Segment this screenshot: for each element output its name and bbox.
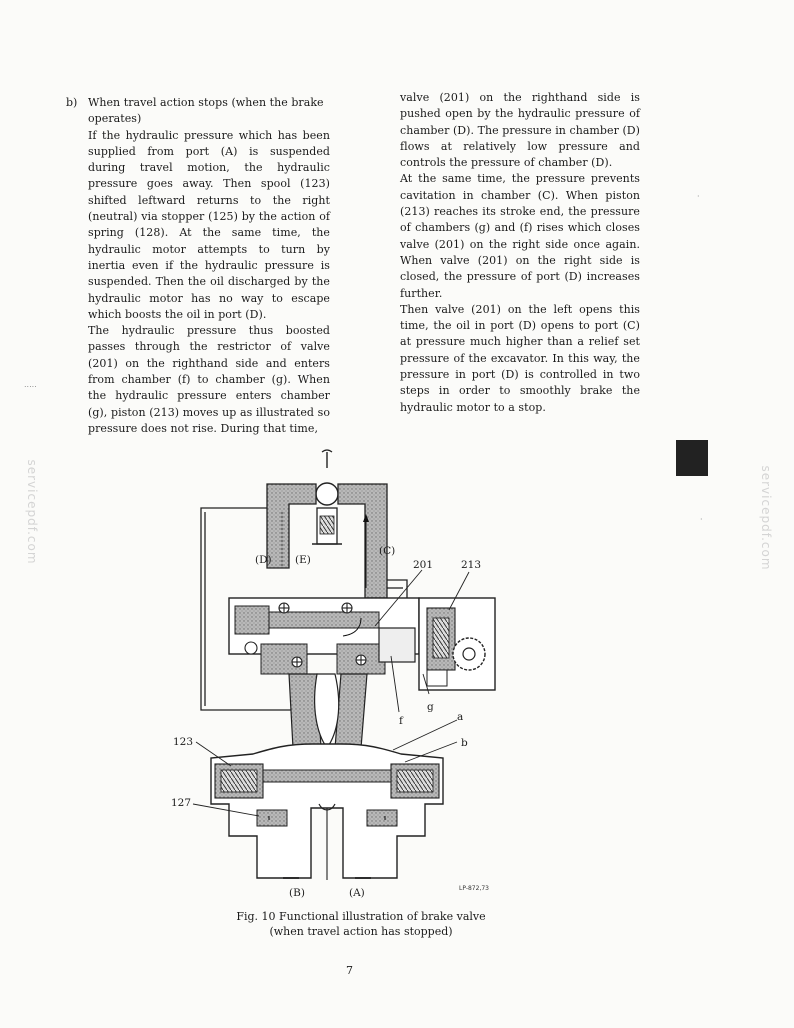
label-127: 127 xyxy=(171,797,192,809)
watermark-right: servicepdf.com xyxy=(759,465,773,571)
label-port-b: (B) xyxy=(289,887,305,899)
right-text-column xyxy=(400,90,640,416)
paragraph: If the hydraulic pressure which has been supplied from port (A) is suspended during travel motion, the hydraulic pressure goes away. Then spool (123) shifted leftward returns to the right (neutral) via stopper (125) by the action of spring (128). At the same time, the hydraulic motor attempts to turn by inertia even if the hydraulic pressure is suspended. Then the oil discharged by the hydraulic motor has no way to escape which boosts the oil in port (D). xyxy=(88,128,330,321)
label-b: b xyxy=(461,737,468,749)
label-port-d: (D) xyxy=(255,554,272,566)
label-port-e: (E) xyxy=(295,554,311,566)
paragraph: Then valve (201) on the left opens this time, the oil in port (D) opens to port (C) at pressure much higher than a relief set pressure of the excavator. In this way, the pressure in port (D) is controlled in two steps in order to smoothly brake the hydraulic motor to a stop. xyxy=(400,302,640,414)
scan-speck: · xyxy=(700,515,703,524)
paragraph: The hydraulic pressure thus boosted passes through the restrictor of valve (201) on the righthand side and enters from chamber (f) to chamber (g). When the hydraulic pressure enters chamber (g), piston (213) moves up as illustrated so pressure does not rise. During that time, xyxy=(88,324,330,435)
paragraph: valve (201) on the righthand side is pushed open by the hydraulic pressure of chamber (D). The pressure in chamber (D) flows at relatively low pressure and controls the pressure of chamber (D). xyxy=(400,91,640,170)
label-chamber-g: g xyxy=(427,701,434,713)
label-piston-213: 213 xyxy=(461,559,482,571)
figure-reference-code: LP-872,73 xyxy=(459,885,489,892)
label-port-c: (C) xyxy=(379,545,396,557)
piston-213-assembly xyxy=(419,598,495,690)
label-chamber-f: f xyxy=(399,715,403,727)
label-port-a: (A) xyxy=(349,887,365,899)
label-valve-201: 201 xyxy=(413,559,434,571)
scan-speck: ..... xyxy=(24,380,37,389)
left-text-column xyxy=(88,95,330,437)
paragraph: At the same time, the pressure prevents cavitation in chamber (C). When piston (213) reaches its stroke end, the pressure of chambers (g) and (f) rises which closes valve (201) on the right side once again. When valve (201) on the right side is closed, the pressure of port (D) increases further. xyxy=(400,172,640,300)
label-spool-123: 123 xyxy=(173,736,194,748)
scan-speck: · xyxy=(697,192,700,201)
caption-line-2: (when travel action has stopped) xyxy=(269,925,453,938)
section-marker: b) xyxy=(66,96,78,109)
figure-caption xyxy=(216,909,506,939)
valve-body xyxy=(229,598,419,674)
page-edge-tab xyxy=(676,440,708,476)
page-number: 7 xyxy=(346,964,353,977)
brake-valve-diagram xyxy=(171,448,501,900)
paragraph: When travel action stops (when the brake operates) xyxy=(88,96,324,126)
caption-line-1: Fig. 10 Functional illustration of brake valve xyxy=(236,910,486,923)
label-a: a xyxy=(457,711,464,723)
watermark-left: servicepdf.com xyxy=(25,459,39,565)
